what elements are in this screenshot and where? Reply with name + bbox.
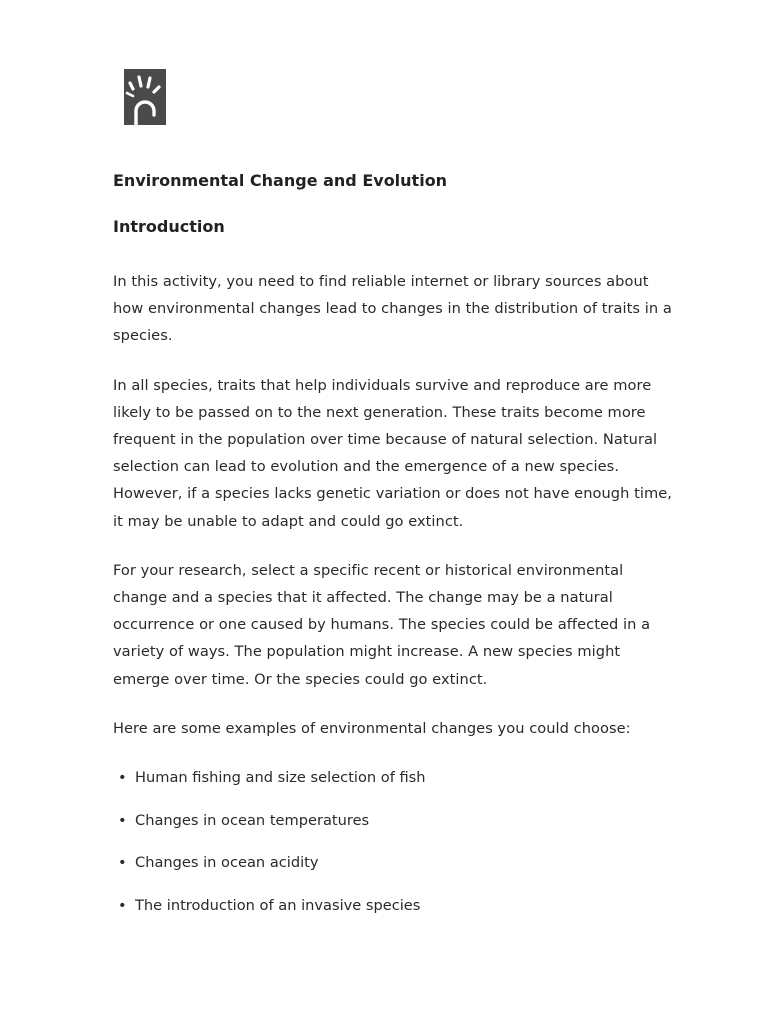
bullet-icon: •	[118, 854, 127, 872]
list-item	[113, 849, 679, 876]
sunburst-logo-icon	[124, 69, 166, 125]
list-item-text: Human fishing and size selection of fish	[135, 769, 426, 787]
section-heading-introduction: Introduction	[113, 217, 225, 236]
paragraph-activity-intro: In this activity, you need to find reliable internet or library sources about how environmental changes lead to changes in the distribution of traits in a species.	[113, 273, 672, 345]
paragraph-natural-selection: In all species, traits that help individuals survive and reproduce are more likely to be passed on to the next generation. These traits become more frequent in the population over time because of natural selection. Natural selection can lead to evolution and the emergence of a new species. However, if a species lacks genetic variation or does not have enough time, it may be unable to adapt and could go extinct.	[113, 376, 672, 530]
document-body	[113, 268, 679, 934]
list-item	[113, 807, 679, 834]
paragraph-research-instructions: For your research, select a specific recent or historical environmental change and a species that it affected. The change may be a natural occurrence or one caused by humans. The species could be affected in a variety of ways. The population might increase. A new species might emerge over time. Or the species could go extinct.	[113, 561, 651, 688]
examples-list	[113, 764, 679, 919]
list-item	[113, 764, 679, 791]
paragraph-examples-lead-in: Here are some examples of environmental changes you could choose:	[113, 719, 631, 737]
list-item-text: The introduction of an invasive species	[135, 896, 421, 914]
list-item-text: Changes in ocean temperatures	[135, 811, 370, 829]
bullet-icon: •	[118, 811, 127, 829]
list-item	[113, 892, 679, 919]
list-item-text: Changes in ocean acidity	[135, 854, 319, 872]
bullet-icon: •	[118, 896, 127, 914]
bullet-icon: •	[118, 769, 127, 787]
document-title: Environmental Change and Evolution	[113, 171, 448, 190]
